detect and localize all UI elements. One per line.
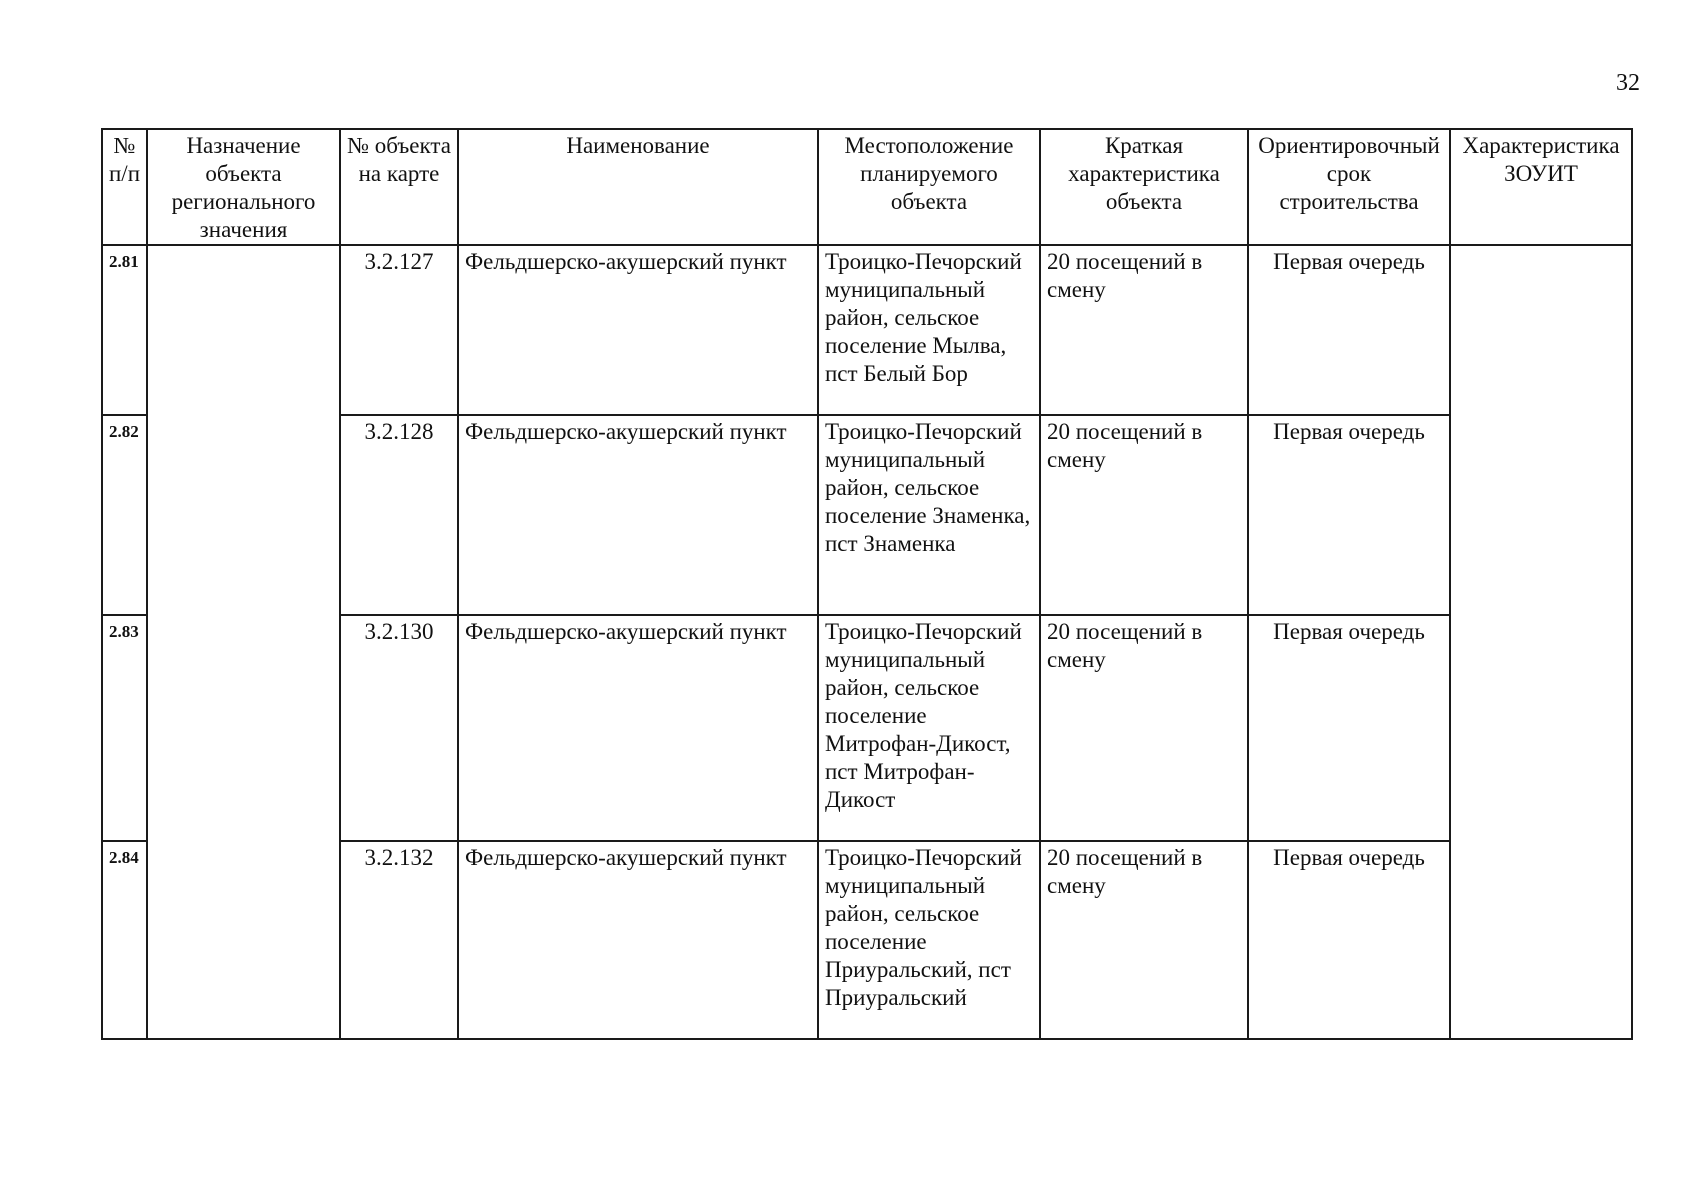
header-num: № п/п [102, 129, 147, 245]
row-number: 2.82 [102, 415, 147, 615]
objects-table [101, 128, 1633, 1040]
header-map-number: № объекта на карте [340, 129, 458, 245]
term-cell: Первая очередь [1248, 615, 1450, 841]
table-row [102, 245, 1632, 415]
map-number-cell: 3.2.130 [340, 615, 458, 841]
location-cell: Троицко-Печорский муниципальный район, сельское поселение Мылва, пст Белый Бор [818, 245, 1040, 415]
header-name: Наименование [458, 129, 818, 245]
header-construction-term: Ориентировочный срок строительства [1248, 129, 1450, 245]
location-cell: Троицко-Печорский муниципальный район, сельское поселение Приуральский, пст Приуральский [818, 841, 1040, 1039]
header-purpose: Назначение объекта регионального значения [147, 129, 340, 245]
row-number: 2.84 [102, 841, 147, 1039]
location-cell: Троицко-Печорский муниципальный район, сельское поселение Знаменка, пст Знаменка [818, 415, 1040, 615]
name-cell: Фельдшерско-акушерский пункт [458, 245, 818, 415]
row-number: 2.83 [102, 615, 147, 841]
header-location: Местоположение планируемого объекта [818, 129, 1040, 245]
map-number-cell: 3.2.128 [340, 415, 458, 615]
header-brief-characteristic: Краткая характеристика объекта [1040, 129, 1248, 245]
header-zouit: Характеристика ЗОУИТ [1450, 129, 1632, 245]
row-number: 2.81 [102, 245, 147, 415]
name-cell: Фельдшерско-акушерский пункт [458, 615, 818, 841]
brief-cell: 20 посещений в смену [1040, 245, 1248, 415]
page-number: 32 [1616, 70, 1640, 96]
purpose-cell [147, 245, 340, 1039]
zouit-cell [1450, 245, 1632, 1039]
brief-cell: 20 посещений в смену [1040, 415, 1248, 615]
table-header-row [102, 129, 1632, 245]
map-number-cell: 3.2.132 [340, 841, 458, 1039]
term-cell: Первая очередь [1248, 415, 1450, 615]
brief-cell: 20 посещений в смену [1040, 841, 1248, 1039]
brief-cell: 20 посещений в смену [1040, 615, 1248, 841]
name-cell: Фельдшерско-акушерский пункт [458, 841, 818, 1039]
term-cell: Первая очередь [1248, 245, 1450, 415]
location-cell: Троицко-Печорский муниципальный район, сельское поселение Митрофан-Дикост, пст Митрофан-Дикост [818, 615, 1040, 841]
map-number-cell: 3.2.127 [340, 245, 458, 415]
term-cell: Первая очередь [1248, 841, 1450, 1039]
name-cell: Фельдшерско-акушерский пункт [458, 415, 818, 615]
